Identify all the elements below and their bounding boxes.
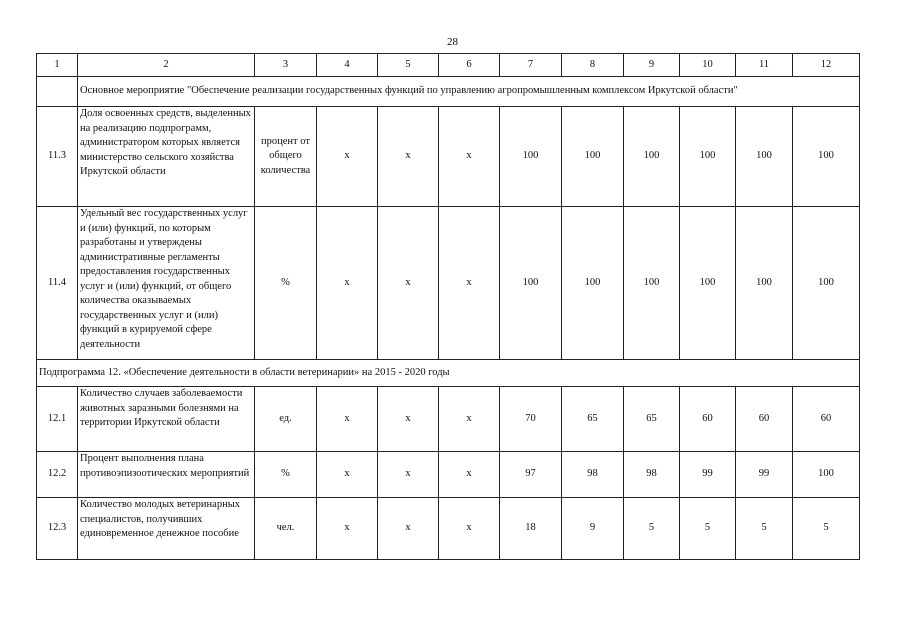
unit-cell: %: [255, 452, 317, 498]
value-cell: 100: [562, 207, 624, 360]
value-cell: 100: [624, 107, 680, 207]
value-cell: x: [439, 207, 500, 360]
subprogram-title: Подпрограмма 12. «Обеспечение деятельности в области ветеринарии» на 2015 - 2020 годы: [37, 360, 860, 387]
value-cell: 60: [736, 387, 793, 452]
column-number-row: [37, 54, 860, 77]
value-cell: 99: [736, 452, 793, 498]
value-cell: 5: [793, 498, 860, 560]
value-cell: 100: [793, 107, 860, 207]
page-number: 28: [447, 36, 458, 48]
indicators-table: [36, 53, 860, 560]
value-cell: x: [439, 498, 500, 560]
value-cell: x: [317, 387, 378, 452]
indicator-name: Процент выполнения плана противоэпизоотических мероприятий: [78, 452, 255, 498]
unit-cell: %: [255, 207, 317, 360]
row-number: 12.3: [37, 498, 78, 560]
section-row: [37, 77, 860, 107]
empty-cell: [37, 77, 78, 107]
value-cell: 60: [680, 387, 736, 452]
indicator-name: Доля освоенных средств, выделенных на реализацию подпрограмм, администратором которых является министерство сельского хозяйства Иркутской области: [78, 107, 255, 207]
value-cell: 5: [736, 498, 793, 560]
column-number: 5: [378, 54, 439, 77]
value-cell: 99: [680, 452, 736, 498]
value-cell: 18: [500, 498, 562, 560]
indicator-name: Удельный вес государственных услуг и (или) функций, по которым разработаны и утверждены административные регламенты предоставления государственных услуг и (или) функций, от общего количества оказываемых государственных услуг и (или) функций в курируемой сфере деятельности: [78, 207, 255, 360]
table-row: [37, 387, 860, 452]
value-cell: 5: [624, 498, 680, 560]
indicator-name: Количество молодых ветеринарных специалистов, получивших единовременное денежное пособие: [78, 498, 255, 560]
value-cell: 65: [624, 387, 680, 452]
value-cell: x: [439, 107, 500, 207]
table-row: [37, 207, 860, 360]
value-cell: 9: [562, 498, 624, 560]
row-number: 11.4: [37, 207, 78, 360]
value-cell: 100: [736, 207, 793, 360]
subprogram-row: [37, 360, 860, 387]
value-cell: 100: [680, 207, 736, 360]
table-row: [37, 452, 860, 498]
value-cell: 100: [793, 207, 860, 360]
value-cell: x: [378, 387, 439, 452]
value-cell: 100: [562, 107, 624, 207]
row-number: 11.3: [37, 107, 78, 207]
value-cell: x: [317, 207, 378, 360]
value-cell: x: [317, 452, 378, 498]
value-cell: 100: [680, 107, 736, 207]
column-number: 2: [78, 54, 255, 77]
unit-cell: процент от общего количества: [255, 107, 317, 207]
row-number: 12.1: [37, 387, 78, 452]
column-number: 3: [255, 54, 317, 77]
value-cell: x: [378, 107, 439, 207]
value-cell: 100: [500, 207, 562, 360]
indicator-name: Количество случаев заболеваемости животных заразными болезнями на территории Иркутской области: [78, 387, 255, 452]
column-number: 6: [439, 54, 500, 77]
value-cell: 100: [500, 107, 562, 207]
value-cell: x: [378, 452, 439, 498]
value-cell: 70: [500, 387, 562, 452]
value-cell: x: [378, 207, 439, 360]
value-cell: 5: [680, 498, 736, 560]
column-number: 11: [736, 54, 793, 77]
column-number: 9: [624, 54, 680, 77]
column-number: 7: [500, 54, 562, 77]
unit-cell: ед.: [255, 387, 317, 452]
value-cell: x: [439, 387, 500, 452]
value-cell: 100: [793, 452, 860, 498]
value-cell: x: [439, 452, 500, 498]
value-cell: 97: [500, 452, 562, 498]
value-cell: x: [317, 107, 378, 207]
value-cell: 98: [624, 452, 680, 498]
row-number: 12.2: [37, 452, 78, 498]
value-cell: x: [317, 498, 378, 560]
value-cell: x: [378, 498, 439, 560]
column-number: 4: [317, 54, 378, 77]
column-number: 1: [37, 54, 78, 77]
column-number: 8: [562, 54, 624, 77]
value-cell: 100: [736, 107, 793, 207]
value-cell: 60: [793, 387, 860, 452]
value-cell: 98: [562, 452, 624, 498]
table-row: [37, 498, 860, 560]
column-number: 10: [680, 54, 736, 77]
value-cell: 100: [624, 207, 680, 360]
table-row: [37, 107, 860, 207]
value-cell: 65: [562, 387, 624, 452]
column-number: 12: [793, 54, 860, 77]
section-title: Основное мероприятие "Обеспечение реализации государственных функций по управлению агропромышленным комплексом Иркутской области": [78, 77, 860, 107]
unit-cell: чел.: [255, 498, 317, 560]
